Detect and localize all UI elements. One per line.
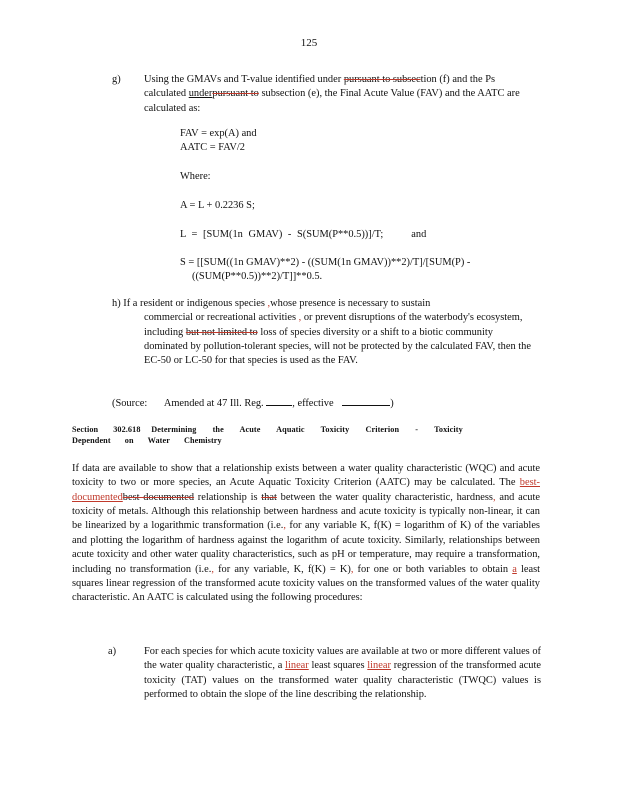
section-label: Section (72, 425, 99, 434)
item-a-label: a) (108, 646, 117, 657)
body-deletion-2: that (261, 491, 277, 503)
item-h-deletion-1: but not limited to (185, 326, 258, 338)
item-h-text-4: or prevent disruptions of the waterbody's ecosystem, including (144, 312, 523, 338)
item-a-insertion-1: linear (285, 660, 309, 672)
item-h-label: h) (112, 298, 121, 309)
body-insertion-1: best-documented (72, 477, 540, 503)
equation-s-line-2: ((SUM(P**0.5))**2)/T]]**0.5. (192, 271, 323, 282)
body-text-4: and acute toxicity of metals. Although this relationship between hardness and acute toxicity is typically non-linear, it can be linearized by a logarithmic transformation (i.e. (72, 491, 540, 532)
source-effective: , effective (292, 398, 334, 409)
body-text-5: for any variable K, f(K) = logarithm of K) of the variables and plotting the logarithm of hardness against the logarithm of acute toxicity. Similarly, relationships between acute toxicity and other water quality characteristics, such as pH or temperature, may require a transformation, including no transformation (i.e. (72, 520, 540, 575)
source-blank-1 (266, 395, 292, 406)
item-g-text-2: tion (f) and the Ps calculated (144, 74, 496, 100)
item-g-label: g) (112, 74, 121, 85)
source-suffix: ) (390, 398, 394, 409)
item-a-text-2: least squares (308, 660, 368, 672)
body-insertion-comma-3: , (211, 563, 214, 575)
body-deletion-1: best documented (122, 491, 195, 503)
section-number: 302.618 (113, 425, 141, 434)
body-text-8: least squares linear regression of the transformed acute toxicity values on the transformed values of the water quality characteristic. An AATC is calculated using the following procedures: (72, 563, 541, 604)
item-h-insertion-comma-1: , (267, 298, 271, 309)
item-g-underline-1: under (188, 88, 213, 100)
body-insertion-comma-4: , (350, 563, 354, 575)
item-a-text-3: regression of the transformed acute toxicity (TAT) values on the transformed water quality characteristic (TWQC) values is performed to obtain the slope of the line describing the relationship. (144, 660, 541, 701)
item-a-text (144, 645, 541, 702)
body-insertion-a: a (512, 563, 517, 575)
body-insertion-comma-2: , (283, 520, 286, 532)
equation-l-text: L = [SUM(1n GMAV) - S(SUM(P**0.5))]/T; (180, 229, 384, 240)
item-g-text (144, 73, 529, 116)
body-text-1: If data are available to show that a relationship exists between a water quality characteristic (WQC) and acute toxicity to two or more species, an Acute Aquatic Toxicity Criterion (AATC) may be calculated. The (72, 463, 540, 489)
item-g-text-3: subsection (e), the Final Acute Value (FAV) and the AATC are calculated as: (144, 88, 520, 114)
body-text-2: relationship is (194, 491, 262, 503)
section-heading (72, 424, 542, 447)
body-text-6: for any variable, K, f(K) = K) (213, 563, 351, 575)
section-title-2: Dependent on Water Chemistry (72, 436, 222, 446)
item-h-continuation (144, 311, 532, 368)
equation-l-and: and (411, 229, 427, 240)
item-h-insertion-comma-2: , (298, 312, 302, 324)
source-blank-2 (342, 395, 390, 406)
body-text-7: for one or both variables to obtain (353, 563, 513, 575)
source-middle: Amended at 47 Ill. Reg. (163, 398, 264, 409)
item-g-deletion-1: pursuant to subsec (343, 74, 421, 85)
source-note (112, 395, 394, 411)
where-label: Where: (180, 171, 211, 182)
source-prefix: (Source: (112, 398, 148, 409)
section-title-1: Determining the Acute Aquatic Toxicity Criterion - Toxicity (151, 425, 463, 434)
body-text-3: between the water quality characteristic, hardness (276, 491, 493, 503)
section-heading-row-1 (72, 424, 542, 435)
section-body-paragraph (72, 462, 540, 606)
item-h-text-2: whose presence is necessary to sustain (270, 298, 431, 309)
item-a-text-1: For each species for which acute toxicity values are available at two or more different values of the water quality characteristic, a (144, 646, 541, 672)
item-h-text-3: commercial or recreational activities (144, 312, 299, 324)
item-g-deletion-2: pursuant to (212, 88, 259, 100)
equation-l (180, 228, 426, 242)
equation-s-line-1: S = [[SUM((1n GMAV)**2) - ((SUM(1n GMAV))**2)/T]/[SUM(P) - (180, 257, 471, 268)
page-number: 125 (300, 37, 318, 49)
item-h-text-1: If a resident or indigenous species (123, 298, 268, 309)
item-h-text-5: loss of species diversity or a shift to a biotic community dominated by pollution-tolerant species, will not be protected by the calculated FAV, then the EC-50 or LC-50 for that species is used as the FAV. (144, 326, 531, 367)
equation-a: A = L + 0.2236 S; (180, 200, 255, 211)
equation-fav: FAV = exp(A) and (180, 128, 257, 139)
item-a-insertion-2: linear (367, 660, 391, 672)
equation-aatc: AATC = FAV/2 (180, 142, 245, 153)
item-g-text-1: Using the GMAVs and T-value identified under (144, 74, 344, 85)
item-h-text (112, 297, 532, 369)
body-insertion-comma-1: , (492, 491, 496, 503)
